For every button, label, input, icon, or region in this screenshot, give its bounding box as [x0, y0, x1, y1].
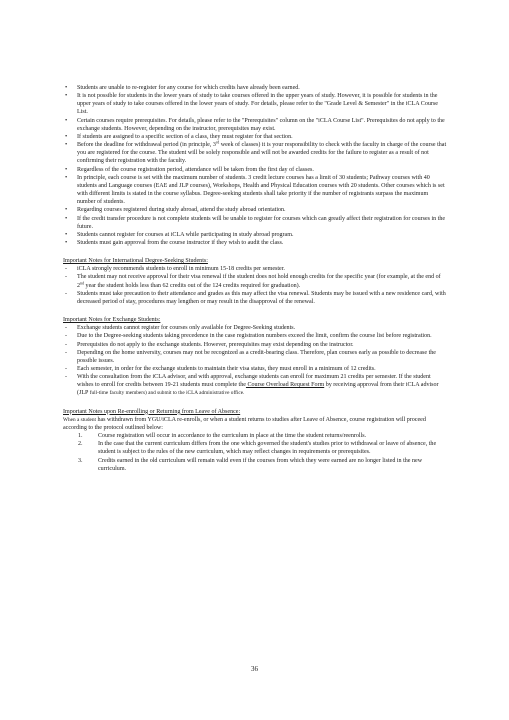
list-item: • Before the deadline for withdrawal period (in principle, 3rd week of classes) it is your responsibility to check with the faculty in charge of the course that you are registered for the course. The student will be solely responsible and will not be awarded credits for the failure to register as a result of not confirming their registration with the faculty.	[63, 141, 448, 165]
page-number: 36	[251, 665, 258, 673]
reenroll-intro: When a student has withdrawn from YGU/iCLA re-enrolls, or when a student returns to studies after Leave of Absence, course registration will proceed according to the protocol outlined below:	[63, 416, 426, 431]
list-item: - Each semester, in order for the exchange students to maintain their visa status, they must enroll in a minimum of 12 credits.	[63, 365, 448, 373]
list-item: - Due to the Degree-seeking students taking precedence in the case registration numbers exceed the limit, confirm the course list before registration.	[63, 332, 448, 340]
document-page	[63, 84, 448, 473]
list-item: • In principle, each course is set with the maximum number of students. 3 credit lecture courses has a limit of 30 students; Pathway courses with 40 students and Language courses (EAE and JLP courses), Workshops, Health and Physical Education courses with 20 students. Other courses which is set with different limits is stated in the course syllabus. Degree-seeking students shall take priority if the number of registrants surpass the maximum number of students.	[63, 174, 448, 207]
section-heading-reenroll: Important Notes upon Re-enrolling or Returning from Leave of Absence:	[63, 408, 241, 415]
section-heading-international: Important Notes for International Degree-Seeking Students:	[63, 258, 208, 265]
international-notes-list	[63, 265, 448, 306]
list-item: • Certain courses require prerequisites. For details, please refer to the "Prerequisites" column on the "iCLA Course List". Prerequisites do not apply to the exchange students. However, depending on the instructor, prerequisites may exist.	[63, 117, 448, 133]
list-item: • If students are assigned to a specific section of a class, they must register for that section.	[63, 133, 448, 141]
list-item: • Students are unable to re-register for any course for which credits have already been earned.	[63, 84, 448, 92]
section-heading-exchange: Important Notes for Exchange Students:	[63, 317, 161, 324]
list-item: - iCLA strongly recommends students to enroll in minimum 15-18 credits per semester.	[63, 265, 448, 273]
list-item: - Students must take precaution to their attendance and grades as this may affect the visa renewal. Students may be issued with a new residence card, with decreased period of stay, procedures may lengthen or may result in the disapproval of the renewal.	[63, 290, 448, 306]
list-item: 1. Course registration will occur in accordance to the curriculum in place at the time the student returns/reenrolls.	[78, 433, 367, 440]
list-item: • Students cannot register for courses at iCLA while participating in study abroad program.	[63, 231, 448, 239]
list-item: • If the credit transfer procedure is not complete students will be unable to register for courses which can greatly affect their registration for courses in the future.	[63, 215, 448, 231]
list-item: • Regarding courses registered during study abroad, attend the study abroad orientation.	[63, 206, 448, 214]
list-item: • It is not possible for students in the lower years of study to take courses offered in the upper years of study. However, it is possible for students in the upper years of study to take courses offered in the lower years of study. For details, please refer to the "Grade Level & Semester" in the iCLA Course List.	[63, 92, 448, 116]
list-item: 2. In the case that the current curriculum differs from the one which governed the student's studies prior to withdrawal or leave of absence, the student is subject to the rules of the new curriculum, which may reflect changes in requirements or prerequisites.	[78, 441, 437, 456]
registration-rules-list	[63, 84, 448, 247]
list-item: • Students must gain approval from the course instructor if they wish to audit the class.	[63, 239, 448, 247]
list-item: - Prerequisites do not apply to the exchange students. However, prerequisites may exist depending on the instructor.	[63, 341, 448, 349]
list-item: - Depending on the home university, courses may not be recognized as a credit-bearing class. Therefore, plan courses early as possible to decrease the possible issues.	[63, 349, 448, 365]
list-item: - Exchange students cannot register for courses only available for Degree-Seeking students.	[63, 324, 448, 332]
list-item: - With the consultation from the iCLA advisor, and with approval, exchange students can enroll for maximum 21 credits per semester. If the student wishes to enroll for credits between 19-21 students must complete the Course Overload Request Form by receiving approval from their iCLA advisor (JLP full-time faculty members) and submit to the iCLA administrative office.	[63, 373, 448, 397]
list-item: - The student may not receive approval for their visa renewal if the student does not hold enough credits for the specific year (for example, at the end of 2nd year the student holds less than 62 credits out of the 124 credits required for graduation).	[63, 273, 448, 289]
list-item: 3. Credits earned in the old curriculum will remain valid even if the courses from which they were earned are no longer listed in the new curriculum.	[78, 457, 423, 472]
course-overload-form-link[interactable]: Course Overload Request Form	[245, 382, 325, 389]
exchange-notes-list	[63, 324, 448, 397]
list-item: • Regardless of the course registration period, attendance will be taken from the first day of classes.	[63, 166, 448, 174]
reenroll-protocol-list	[63, 432, 448, 473]
